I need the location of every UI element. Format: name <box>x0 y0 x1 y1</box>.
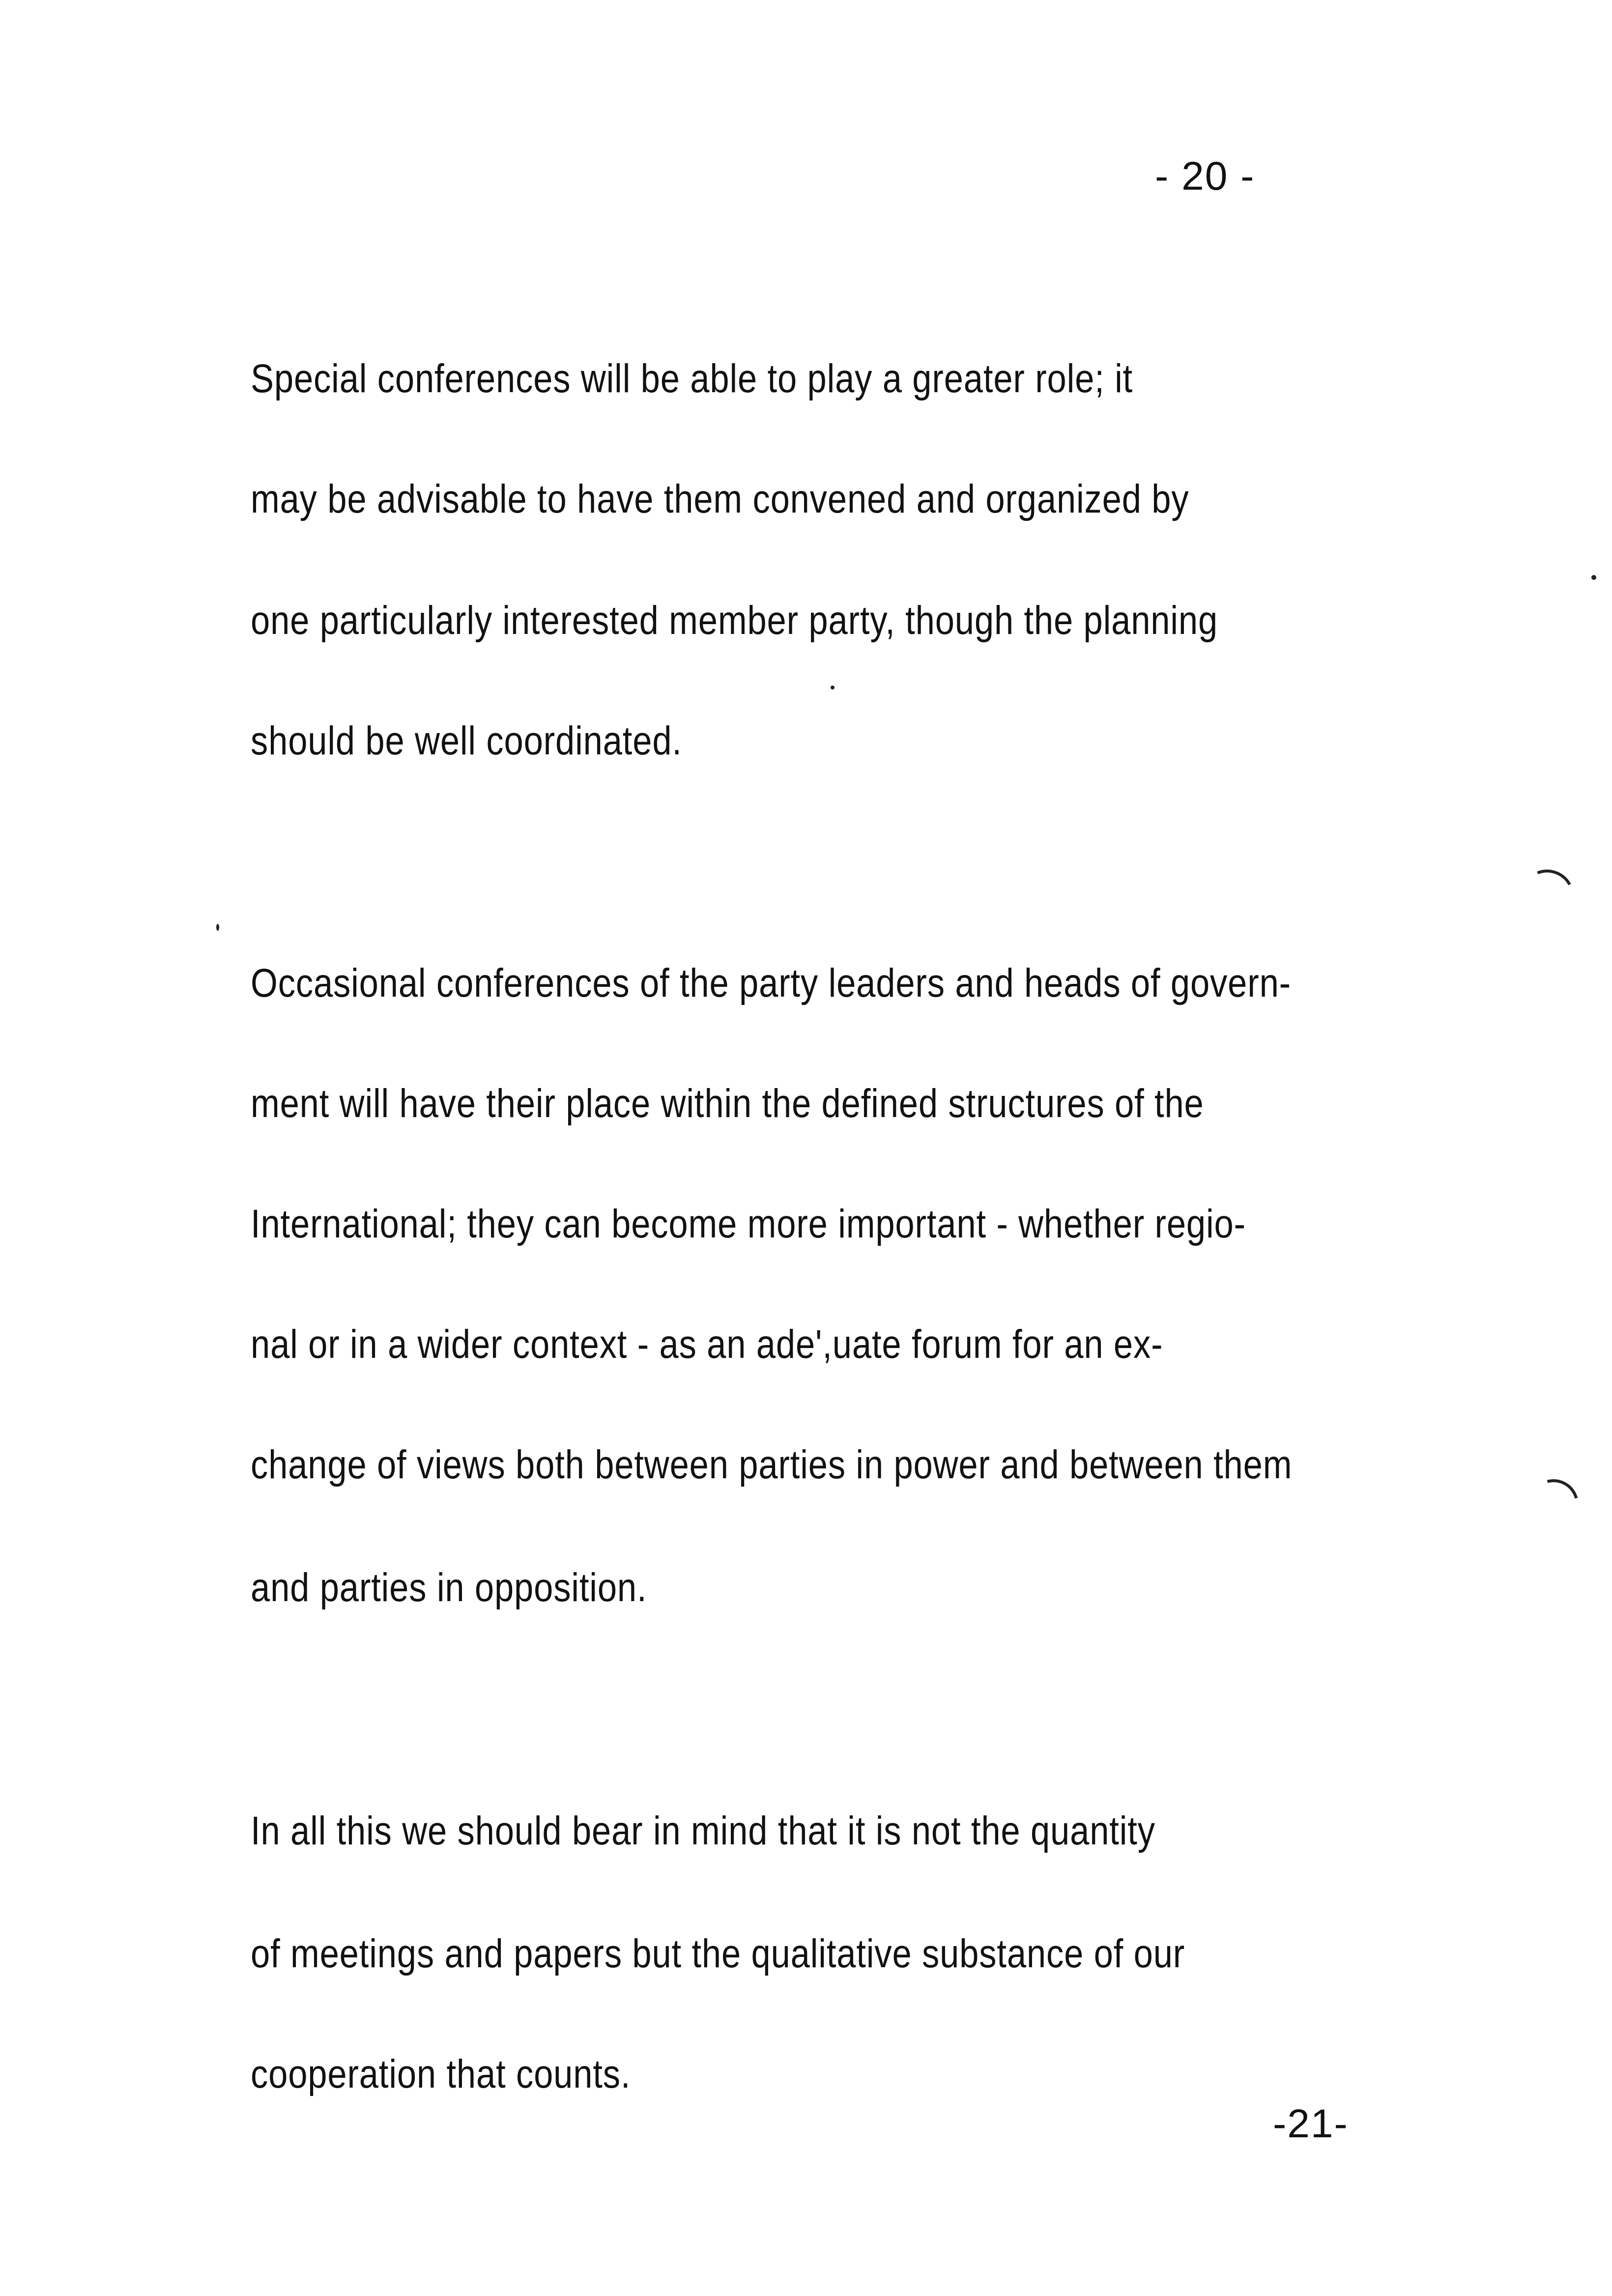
paragraph-2-line-1: Occasional conferences of the party leaders and heads of govern- <box>251 961 1292 1005</box>
scan-edge-mark <box>1519 1470 1587 1538</box>
paragraph-2-line-5: change of views both between parties in power and between them <box>251 1442 1293 1487</box>
paragraph-1-line-3: one particularly interested member party, though the planning <box>251 598 1218 643</box>
next-page-number: -21- <box>1273 2101 1349 2146</box>
paragraph-2-line-4: nal or in a wider context - as an ade',uate forum for an ex- <box>251 1322 1163 1367</box>
paragraph-3-line-1: In all this we should bear in mind that it is not the quantity <box>251 1808 1155 1853</box>
scan-speck <box>1591 575 1596 580</box>
page-number: - 20 - <box>1155 154 1255 199</box>
paragraph-2-line-6: and parties in opposition. <box>251 1565 647 1610</box>
paragraph-1-line-1: Special conferences will be able to play a greater role; it <box>251 356 1133 401</box>
paragraph-1-line-4: should be well coordinated. <box>251 718 682 763</box>
paragraph-3-line-3: cooperation that counts. <box>251 2052 631 2096</box>
scan-speck <box>831 686 835 689</box>
paragraph-2-line-2: ment will have their place within the defined structures of the <box>251 1081 1204 1126</box>
paragraph-1-line-2: may be advisable to have them convened and organized by <box>251 477 1189 521</box>
scan-edge-mark <box>1517 862 1580 922</box>
paragraph-3-line-2: of meetings and papers but the qualitative substance of our <box>251 1931 1185 1976</box>
scan-speck <box>216 924 219 931</box>
paragraph-2-line-3: International; they can become more important - whether regio- <box>251 1202 1246 1246</box>
